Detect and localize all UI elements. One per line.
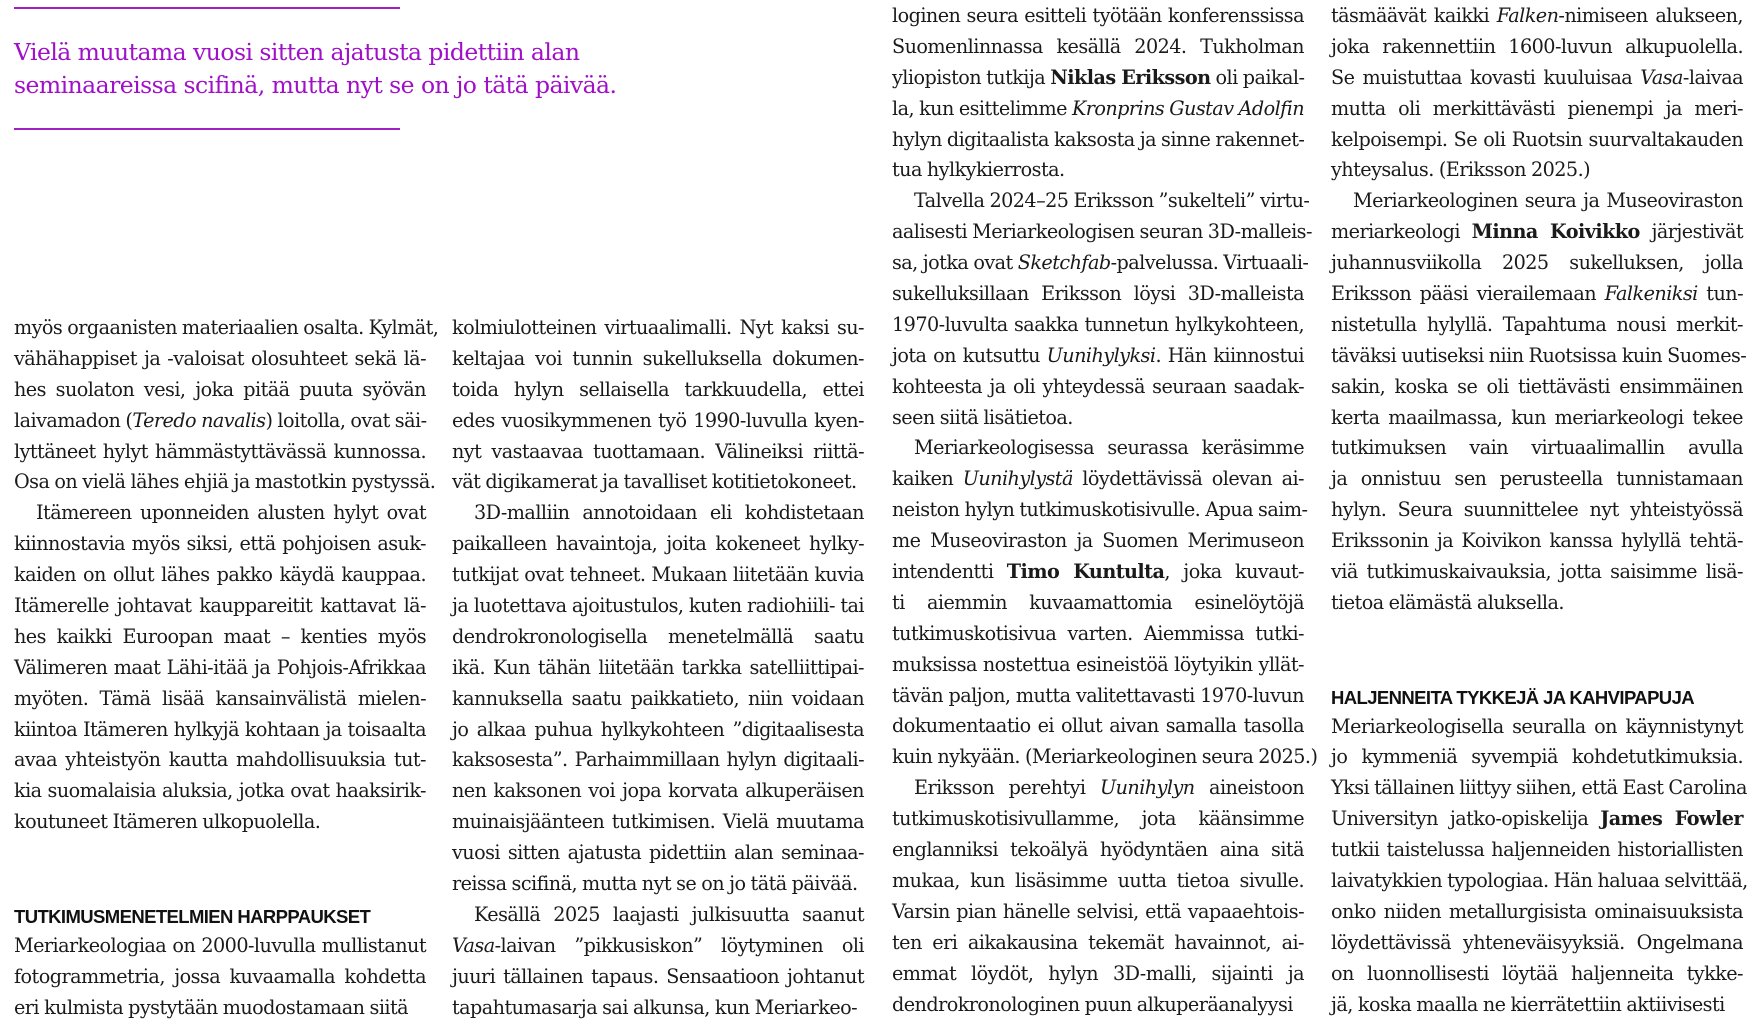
text-line: la, kun esittelimme Kronprins Gustav Adolfin [892, 96, 1305, 120]
text-line: dendrokronologinen puun alkuperäanalyysi [892, 992, 1293, 1016]
text-line: sa, jotka ovat Sketchfab-palvelussa. Virtuaali- [892, 251, 1309, 275]
text-line: lyttäneet hylyt hämmästyttävässä kunnossa. [14, 439, 426, 463]
text-line: kelpoisempi. Se oli Ruotsin suurvaltakauden [1331, 127, 1743, 151]
paragraph [14, 498, 426, 838]
text-line: englanniksi tekoälyä hyödyntäen aina sitä [892, 838, 1304, 862]
paragraph [892, 1, 1304, 186]
text-line: Meriarkeologinen seura ja Museoviraston [1353, 189, 1743, 213]
text-line: tutkimuskotisivua varten. Aiemmissa tutki- [892, 621, 1304, 645]
text-line: Itämerelle johtavat kauppareitit kattavat lä- [14, 594, 426, 618]
text-line: Eriksson perehtyi Uunihylyn aineistoon [914, 776, 1304, 800]
text-line: 3D-malliin annotoidaan eli kohdistetaan [474, 501, 864, 525]
text-line: ja luotettava ajoitustulos, kuten radiohiili- tai [452, 594, 864, 618]
text-line: tutkimuksen vain virtuaalimallin avulla [1331, 436, 1743, 460]
text-line: Eriksson pääsi vierailemaan Falkeniksi tun- [1331, 282, 1743, 306]
text-line: täsmäävät kaikki Falken-nimiseen alukseen, [1331, 4, 1743, 27]
section-heading: TUTKIMUSMENETELMIEN HARPPAUKSET [14, 905, 371, 927]
text-line: eri kulmista pystytään muodostamaan siitä [14, 995, 409, 1019]
text-line: neiston hylyn tutkimuskotisivulle. Apua saim- [892, 498, 1308, 522]
paragraph [892, 433, 1318, 773]
text-line: joka rakennettiin 1600-luvun alkupuolella. [1331, 34, 1743, 58]
text-line: tapahtumasarja sai alkunsa, kun Meriarkeo- [452, 995, 858, 1019]
text-line: muinaisjäänteen tutkimisen. Vielä muutama [452, 810, 864, 834]
text-line: aalisesti Meriarkeologisen seuran 3D-malleis- [892, 220, 1312, 244]
section-spacer [1331, 619, 1743, 681]
text-line: hylyn. Seura suunnittelee nyt yhteistyössä [1331, 498, 1743, 522]
text-line: on luonnollisesti löytää haljenneita tykke- [1331, 961, 1743, 985]
text-line: kaiken Uunihylystä löydettävissä olevan ai- [892, 467, 1304, 491]
text-line: dendrokronologisella menetelmällä saatu [452, 624, 864, 648]
text-line: ti aiemmin kuvaamattomia esinelöytöjä [892, 590, 1304, 614]
text-line: nen kaksonen voi jopa korvata alkuperäisen [452, 779, 864, 803]
text-line: vähähappiset ja -valoisat olosuhteet sekä lä- [14, 346, 426, 370]
text-line: juuri tällainen tapaus. Sensaatioon johtanut [452, 964, 864, 988]
article-column-2 [452, 313, 864, 1023]
text-line: Erikssonin ja Koivikon kanssa hylyllä tehtä- [1331, 529, 1743, 553]
text-line: 1970-luvulta saakka tunnetun hylkykohteen, [892, 312, 1304, 336]
text-line: dokumentaatio ei ollut aivan samalla tasolla [892, 714, 1304, 738]
text-line: seen siitä lisätietoa. [892, 405, 1073, 429]
paragraph [1331, 712, 1748, 1021]
text-line: muksissa nostettua esineistöä löytyikin yllät- [892, 652, 1304, 676]
article-column-1 [14, 313, 439, 1024]
text-line: loginen seura esitteli työtään konferenssissa [892, 4, 1304, 27]
paragraph [1331, 1, 1743, 186]
text-line: mukaa, kun lisäsimme uutta tietoa sivulle. [892, 868, 1304, 892]
text-line: tutkii taistelussa haljenneiden historiallisten [1331, 838, 1743, 862]
text-line: kerta maailmassa, kun meriarkeologi tekee [1331, 405, 1743, 429]
text-line: reissa scifinä, mutta nyt se on jo tätä päivää. [452, 872, 858, 896]
text-line: myös orgaanisten materiaalien osalta. Kylmät, [14, 316, 439, 339]
text-line: Vasa-laivan ”pikkusiskon” löytyminen oli [452, 933, 864, 957]
paragraph [14, 931, 426, 1024]
paragraph [1331, 186, 1747, 618]
text-line: löydettävissä yhteneväisyyksiä. Ongelmana [1331, 930, 1743, 954]
text-line: hes suolaton vesi, joka pitää puuta syövän [14, 377, 426, 401]
text-line: sakin, koska se oli tiettävästi ensimmäinen [1331, 374, 1743, 398]
text-line: yhteysalus. (Eriksson 2025.) [1331, 158, 1591, 182]
text-line: myöten. Tämä lisää kansainvälistä mielen- [14, 686, 426, 710]
pull-quote-top-rule [14, 7, 400, 9]
text-line: kia suomalaisia aluksia, jotka ovat haaksirik- [14, 779, 426, 803]
paragraph [14, 313, 439, 498]
paragraph [452, 313, 864, 498]
text-line: Välimeren maat Lähi-itää ja Pohjois-Afrikkaa [14, 655, 426, 679]
paragraph [892, 186, 1312, 433]
text-line: Yksi tällainen liittyy siihen, että East Carolina [1331, 776, 1747, 800]
text-line: nyt vastaavaa tuottamaan. Välineiksi riittä- [452, 439, 864, 463]
text-line: koutuneet Itämeren ulkopuolella. [14, 810, 321, 834]
text-line: hylyn digitaalista kaksosta ja sinne rakennet- [892, 127, 1305, 151]
text-line: Varsin pian hänelle selvisi, että vapaaehtois- [892, 899, 1304, 923]
text-line: laivatykkien typologiaa. Hän haluaa selvittää, [1331, 868, 1748, 892]
text-line: kohteesta ja oli yhteydessä seuraan saadak- [892, 374, 1304, 398]
text-line: Itämereen uponneiden alusten hylyt ovat [36, 501, 426, 525]
text-line: keltajaa voi tunnin sukelluksella dokumen- [452, 346, 864, 370]
text-line: tua hylkykierrosta. [892, 158, 1065, 182]
text-line: kannuksella saatu paikkatieto, niin voidaan [452, 686, 864, 710]
text-line: me Museoviraston ja Suomen Merimuseon [892, 529, 1304, 553]
text-line: kiintoa Itämeren hylkyjä kohtaan ja toisaalta [14, 717, 426, 741]
text-line: yliopiston tutkija Niklas Eriksson oli paikal- [892, 65, 1305, 89]
text-line: Osa on vielä lähes ehjiä ja mastotkin pystyssä. [14, 470, 436, 494]
text-line: Kesällä 2025 laajasti julkisuutta saanut [474, 902, 864, 926]
text-line: jo kymmeniä syvempiä kohdetutkimuksia. [1331, 745, 1743, 769]
text-line: juhannusviikolla 2025 sukelluksen, jolla [1331, 251, 1743, 275]
text-line: nistetulla hylyllä. Tapahtuma nousi merkit- [1331, 312, 1743, 336]
pull-quote [14, 36, 654, 102]
text-line: Talvella 2024–25 Eriksson ”sukelteli” virtu- [914, 189, 1310, 213]
text-line: kiinnostavia myös siksi, että pohjoisen asuk- [14, 532, 426, 556]
paragraph [892, 773, 1304, 1020]
text-line: tutkijat ovat tehneet. Mukaan liitetään kuvia [452, 563, 864, 587]
text-line: onko niiden metallurgisista ominaisuuksista [1331, 899, 1743, 923]
text-line: meriarkeologi Minna Koivikko järjestivät [1331, 220, 1743, 244]
text-line: jä, koska maalla ne kierrätettiin aktiivisesti [1331, 992, 1725, 1016]
section-spacer [14, 838, 426, 900]
text-line: tietoa elämästä aluksella. [1331, 590, 1564, 614]
text-line: sukelluksillaan Eriksson löysi 3D-malleista [892, 282, 1304, 306]
text-line: ja onnistuu sen perusteella tunnistamaan [1331, 467, 1743, 491]
pull-quote-bottom-rule [14, 128, 400, 130]
text-line: Se muistuttaa kovasti kuuluisaa Vasa-laivaa [1331, 65, 1743, 89]
text-line: kolmiulotteinen virtuaalimalli. Nyt kaksi su- [452, 316, 864, 339]
text-line: ten eri aikakausina tekemät havainnot, ai- [892, 930, 1304, 954]
text-line: kaksosesta”. Parhaimmillaan hylyn digitaali- [452, 748, 864, 772]
text-line: toida hylyn sellaisella tarkkuudella, ettei [452, 377, 864, 401]
text-line: edes vuosikymmenen työ 1990-luvulla kyen- [452, 408, 864, 432]
text-line: täväksi uutiseksi niin Ruotsissa kuin Suomes- [1331, 343, 1747, 367]
paragraph [452, 498, 864, 900]
text-line: avaa yhteistyön kautta mahdollisuuksia tut- [14, 748, 426, 772]
paragraph [452, 900, 864, 1024]
text-line: laivamadon (Teredo navalis) loitolla, ovat säi- [14, 408, 427, 432]
text-line: emmat löydöt, hylyn 3D-malli, sijainti ja [892, 961, 1304, 985]
article-column-4 [1331, 1, 1748, 1020]
text-line: vuosi sitten ajatusta pidettiin alan seminaa- [452, 841, 864, 865]
text-line: jota on kutsuttu Uunihylyksi. Hän kiinnostui [892, 343, 1305, 367]
text-line: ikä. Kun tähän liitetään tarkka satelliittipai- [452, 655, 864, 679]
text-line: viä tutkimuskaivauksia, jotta saisimme lisä- [1331, 560, 1743, 584]
text-line: kaiden on ollut lähes pakko käydä kauppaa. [14, 563, 426, 587]
text-line: tutkimuskotisivullamme, jota käänsimme [892, 807, 1304, 831]
text-line: paikalleen havaintoja, joita kokeneet hylky- [452, 532, 864, 556]
text-line: Meriarkeologiaa on 2000-luvulla mullistanut [14, 933, 426, 957]
text-line: Suomenlinnassa kesällä 2024. Tukholman [892, 34, 1304, 58]
text-line: Meriarkeologisessa seurassa keräsimme [914, 436, 1304, 460]
text-line: vät digikamerat ja tavalliset kotitietokoneet. [452, 470, 857, 494]
section-heading: HALJENNEITA TYKKEJÄ JA KAHVIPAPUJA [1331, 686, 1695, 708]
text-line: intendentti Timo Kuntulta, joka kuvaut- [892, 560, 1304, 584]
text-line: hes kaikki Euroopan maat – kenties myös [14, 624, 426, 648]
pull-quote-line: seminaareissa scifinä, mutta nyt se on jo tätä päivää. [14, 71, 617, 99]
pull-quote-line: Vielä muutama vuosi sitten ajatusta pidettiin alan [14, 38, 580, 66]
text-line: kuin nykyään. (Meriarkeologinen seura 2025.) [892, 745, 1318, 769]
text-line: jo alkaa puhua hylkykohteen ”digitaalisesta [452, 717, 864, 741]
text-line: Universityn jatko-opiskelija James Fowler [1331, 807, 1743, 831]
text-line: mutta oli merkittävästi pienempi ja meri- [1331, 96, 1743, 120]
article-column-3 [892, 1, 1318, 1020]
text-line: fotogrammetria, jossa kuvaamalla kohdetta [14, 964, 426, 988]
text-line: Meriarkeologisella seuralla on käynnistynyt [1331, 714, 1743, 738]
text-line: tävän paljon, mutta valitettavasti 1970-luvun [892, 683, 1304, 707]
